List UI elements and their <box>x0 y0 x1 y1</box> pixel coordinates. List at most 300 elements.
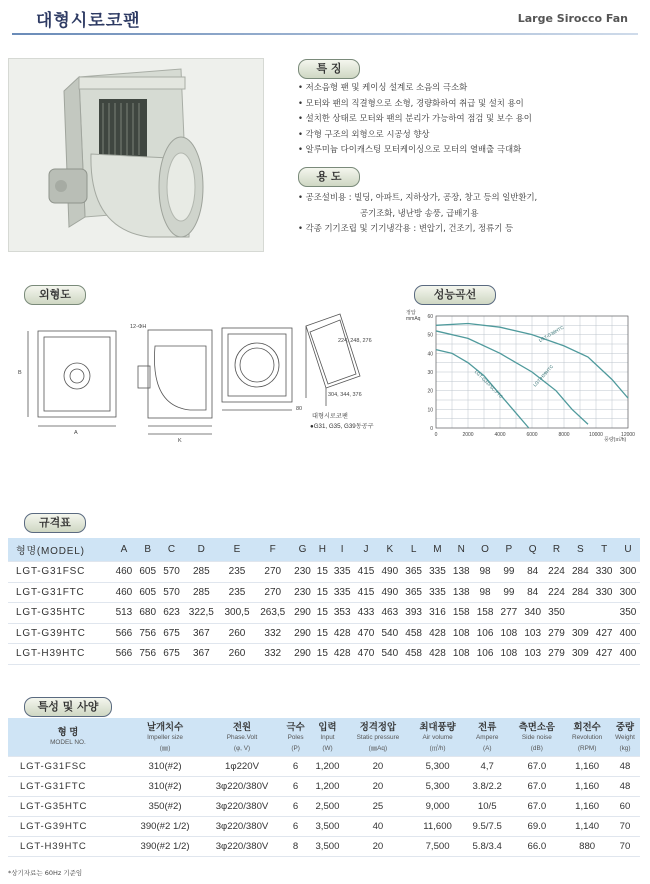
column-header <box>410 718 465 757</box>
table-cell: 20 <box>346 837 411 857</box>
table-cell: 570 <box>160 562 184 583</box>
table-cell: 490 <box>378 562 402 583</box>
table-cell: 566 <box>112 644 136 665</box>
table-cell: 316 <box>426 603 450 624</box>
table-cell: 433 <box>354 603 378 624</box>
table-cell: 277 <box>497 603 521 624</box>
table-cell: 138 <box>449 562 473 583</box>
features-list <box>298 80 643 158</box>
table-cell: 290 <box>291 603 315 624</box>
uses-text: 빌딩, 아파트, 지하상가, 공장, 창고 등의 일반환기, <box>354 192 538 202</box>
table-cell: 428 <box>330 644 354 665</box>
table-cell: 103 <box>521 644 545 665</box>
table-row <box>8 757 640 777</box>
column-header <box>610 718 640 757</box>
table-cell: 3.8/2.2 <box>465 777 509 797</box>
product-photo <box>8 58 264 252</box>
column-header: N <box>449 538 473 562</box>
table-cell: 427 <box>592 644 616 665</box>
table-cell: 675 <box>160 623 184 644</box>
y-tick-label: 0 <box>430 426 433 432</box>
page-title: 대형시로코팬 <box>36 11 141 31</box>
column-header-sub: Side noise <box>521 733 552 741</box>
series-label: LGT-H39HTC <box>532 363 555 388</box>
column-header <box>202 718 282 757</box>
dim-note: 80 <box>296 406 303 412</box>
table-cell: 230 <box>291 582 315 603</box>
table-cell: 605 <box>136 582 160 603</box>
column-header-main: 최대풍량 <box>419 720 456 732</box>
column-header: U <box>616 538 640 562</box>
table-cell: 756 <box>136 644 160 665</box>
column-header <box>509 718 564 757</box>
spec-table-label: 규격표 <box>24 513 86 533</box>
table-cell: 290 <box>291 623 315 644</box>
column-header-main: 정격정압 <box>359 720 397 732</box>
model-cell: LGT-G31FSC <box>8 757 128 777</box>
x-tick-label: 4000 <box>494 432 506 438</box>
sirocco-fan-image <box>9 59 263 251</box>
table-row <box>8 644 640 665</box>
table-cell: 309 <box>568 623 592 644</box>
x-tick-label: 2000 <box>462 432 474 438</box>
table-cell: 230 <box>291 562 315 583</box>
table-cell: 3φ220/380V <box>202 797 282 817</box>
uses-text: 각종 기기조립 및 기기냉각용 : 변압기, 건조기, 정류기 등 <box>305 223 514 233</box>
table-cell: 393 <box>402 603 426 624</box>
table-cell: 6 <box>282 757 309 777</box>
column-header <box>346 718 411 757</box>
table-cell: 566 <box>112 623 136 644</box>
table-cell: 3φ220/380V <box>202 837 282 857</box>
table-cell: 3φ220/380V <box>202 777 282 797</box>
table-cell: 103 <box>521 623 545 644</box>
column-unit: (RPM) <box>577 744 597 752</box>
perf-table-label: 특성 및 사양 <box>24 697 112 717</box>
outline-drawing <box>10 306 395 456</box>
table-cell: 263,5 <box>255 603 291 624</box>
table-cell: 460 <box>112 562 136 583</box>
model-cell: LGT-G35HTC <box>8 603 112 624</box>
table-cell: 540 <box>378 644 402 665</box>
table-cell: 98 <box>473 562 497 583</box>
table-cell: 106 <box>473 623 497 644</box>
model-cell: LGT-G31FTC <box>8 777 128 797</box>
table-cell: 15 <box>314 623 330 644</box>
table-cell: 3φ220/380V <box>202 817 282 837</box>
table-cell: 1,160 <box>564 777 610 797</box>
column-header: T <box>592 538 616 562</box>
list-item: • 모터와 팬의 직결형으로 소형, 경량화하여 취급 및 설치 용이 <box>298 96 643 112</box>
x-tick-label: 10000 <box>589 432 603 438</box>
table-cell: 158 <box>449 603 473 624</box>
table-cell: 310(#2) <box>128 777 202 797</box>
column-header-main: 측면소음 <box>518 720 555 732</box>
table-cell: 300,5 <box>219 603 255 624</box>
model-cell: LGT-H39HTC <box>8 644 112 665</box>
table-cell: 350 <box>545 603 569 624</box>
header-divider <box>12 33 638 35</box>
table-cell: 880 <box>564 837 610 857</box>
table-cell: 284 <box>568 562 592 583</box>
model-cell: LGT-G39HTC <box>8 623 112 644</box>
y-tick-label: 40 <box>427 351 433 358</box>
table-cell: 6 <box>282 777 309 797</box>
table-row <box>8 603 640 624</box>
y-unit-label: 정압 <box>406 310 416 316</box>
table-cell <box>592 603 616 624</box>
table-cell: 353 <box>330 603 354 624</box>
table-cell: 350 <box>616 603 640 624</box>
column-header: G <box>291 538 315 562</box>
table-cell: 470 <box>354 623 378 644</box>
table-cell: 99 <box>497 582 521 603</box>
table-cell: 513 <box>112 603 136 624</box>
performance-curve-chart <box>404 306 644 456</box>
table-cell: 138 <box>449 582 473 603</box>
table-cell: 270 <box>255 582 291 603</box>
table-cell: 8 <box>282 837 309 857</box>
table-cell: 1,200 <box>309 777 345 797</box>
uses-row <box>298 206 643 222</box>
table-cell: 108 <box>497 623 521 644</box>
table-cell: 84 <box>521 562 545 583</box>
curve-label: 성능곡선 <box>414 285 496 305</box>
features-label: 특 징 <box>298 59 360 79</box>
column-header-sub: MODEL NO. <box>50 739 86 746</box>
dim-note: 12-ΦH <box>130 324 147 330</box>
column-header-sub: Revolution <box>572 733 603 741</box>
table-cell: 427 <box>592 623 616 644</box>
uses-label: 용 도 <box>298 167 360 187</box>
table-cell: 570 <box>160 582 184 603</box>
table-cell: 224 <box>545 582 569 603</box>
table-cell: 260 <box>219 644 255 665</box>
table-cell: 69.0 <box>509 817 564 837</box>
y-tick-label: 30 <box>427 370 433 376</box>
table-cell: 680 <box>136 603 160 624</box>
y-tick-label: 50 <box>427 332 433 339</box>
column-header: H <box>314 538 330 562</box>
table-row <box>8 582 640 603</box>
column-header: K <box>378 538 402 562</box>
uses-row: • 공조설비용 : 빌딩, 아파트, 지하상가, 공장, 창고 등의 일반환기, <box>298 192 538 202</box>
model-cell: LGT-H39HTC <box>8 837 128 857</box>
table-cell: 350(#2) <box>128 797 202 817</box>
column-header-sub: Ampere <box>476 733 499 741</box>
column-header-main: 전원 <box>232 720 252 732</box>
dim-note: 304, 344, 376 <box>328 392 362 398</box>
table-cell: 335 <box>330 562 354 583</box>
table-cell: 300 <box>616 582 640 603</box>
table-cell: 15 <box>314 582 330 603</box>
column-header: R <box>545 538 569 562</box>
column-unit: (㎥/h) <box>429 744 446 752</box>
table-row <box>8 623 640 644</box>
table-cell: 367 <box>183 644 219 665</box>
column-header: L <box>402 538 426 562</box>
table-cell: 11,600 <box>410 817 465 837</box>
table-cell: 340 <box>521 603 545 624</box>
column-unit: (P) <box>291 744 300 752</box>
column-header <box>465 718 509 757</box>
table-cell: 25 <box>346 797 411 817</box>
table-cell: 20 <box>346 757 411 777</box>
table-cell: 48 <box>610 757 640 777</box>
table-cell: 158 <box>473 603 497 624</box>
page-subtitle: Large Sirocco Fan <box>517 12 628 25</box>
table-cell: 15 <box>314 644 330 665</box>
table-cell: 284 <box>568 582 592 603</box>
table-row <box>8 837 640 857</box>
table-cell: 108 <box>449 644 473 665</box>
column-header-sub: Poles <box>287 733 304 741</box>
table-cell: 1,160 <box>564 757 610 777</box>
column-header <box>8 718 128 757</box>
table-cell: 332 <box>255 623 291 644</box>
table-cell: 5,300 <box>410 777 465 797</box>
column-unit: (㎜) <box>159 744 171 752</box>
table-cell: 70 <box>610 837 640 857</box>
table-cell: 98 <box>473 582 497 603</box>
table-cell: 460 <box>112 582 136 603</box>
column-header-main: 중량 <box>615 720 635 732</box>
table-cell: 2,500 <box>309 797 345 817</box>
table-cell: 623 <box>160 603 184 624</box>
table-cell: 15 <box>314 603 330 624</box>
table-header-row <box>8 538 640 562</box>
table-cell: 365 <box>402 582 426 603</box>
outline-caption: 대형시로코팬 <box>312 413 348 420</box>
column-header-model: 형명(MODEL) <box>8 538 112 562</box>
x-tick-label: 12000 <box>621 432 635 438</box>
table-cell: 5,300 <box>410 757 465 777</box>
column-header: F <box>255 538 291 562</box>
column-header <box>564 718 610 757</box>
outline-caption: ●G31, G35, G39동공구 <box>310 423 374 430</box>
table-cell: 48 <box>610 777 640 797</box>
series-line <box>436 331 588 424</box>
table-cell: 106 <box>473 644 497 665</box>
dim-letter: K <box>178 438 182 444</box>
outline-label: 외형도 <box>24 285 86 305</box>
column-header: E <box>219 538 255 562</box>
dim-letter: B <box>18 370 22 376</box>
table-cell: 84 <box>521 582 545 603</box>
table-cell: 4,7 <box>465 757 509 777</box>
model-cell: LGT-G39HTC <box>8 817 128 837</box>
column-header: S <box>568 538 592 562</box>
perf-table <box>8 718 640 857</box>
table-cell: 1,140 <box>564 817 610 837</box>
column-unit: (φ, V) <box>233 744 251 752</box>
y-tick-label: 10 <box>427 407 433 414</box>
column-header: I <box>330 538 354 562</box>
table-cell: 322,5 <box>183 603 219 624</box>
table-cell: 428 <box>426 623 450 644</box>
column-header-main: 형 명 <box>57 726 79 737</box>
table-cell: 70 <box>610 817 640 837</box>
table-cell: 270 <box>255 562 291 583</box>
table-cell: 330 <box>592 582 616 603</box>
table-cell: 1,160 <box>564 797 610 817</box>
column-header: A <box>112 538 136 562</box>
column-header-sub: Air volume <box>422 733 453 741</box>
column-header-main: 회전수 <box>573 720 601 732</box>
table-cell: 756 <box>136 623 160 644</box>
table-cell: 10/5 <box>465 797 509 817</box>
series-label: LGT-G39HTC <box>538 324 565 343</box>
column-header: Q <box>521 538 545 562</box>
dim-letter: A <box>74 430 78 436</box>
column-unit: (W) <box>322 744 333 752</box>
table-cell: 3,500 <box>309 837 345 857</box>
table-cell: 309 <box>568 644 592 665</box>
table-cell: 400 <box>616 623 640 644</box>
table-cell: 390(#2 1/2) <box>128 837 202 857</box>
x-tick-label: 8000 <box>558 432 570 438</box>
column-header-main: 날개치수 <box>146 720 184 732</box>
list-item: • 각형 구조의 외형으로 시공성 향상 <box>298 127 643 143</box>
table-cell: 285 <box>183 582 219 603</box>
table-header-row <box>8 718 640 757</box>
uses-list <box>298 190 643 237</box>
uses-text: 공기조화, 냉난방 송풍, 급배기용 <box>360 207 479 218</box>
column-header-sub: Impeller size <box>147 733 183 741</box>
model-cell: LGT-G31FSC <box>8 562 112 583</box>
table-cell: 224 <box>545 562 569 583</box>
table-cell: 108 <box>497 644 521 665</box>
table-cell: 400 <box>616 644 640 665</box>
model-cell: LGT-G35HTC <box>8 797 128 817</box>
table-cell: 3,500 <box>309 817 345 837</box>
table-cell: 458 <box>402 644 426 665</box>
table-row <box>8 817 640 837</box>
column-header: O <box>473 538 497 562</box>
table-cell: 605 <box>136 562 160 583</box>
table-cell: 235 <box>219 562 255 583</box>
x-unit-label: 풍량(㎥/h) <box>604 437 627 443</box>
table-cell: 335 <box>426 582 450 603</box>
column-header <box>309 718 345 757</box>
spec-table <box>8 538 640 665</box>
table-cell: 60 <box>610 797 640 817</box>
table-cell: 335 <box>330 582 354 603</box>
column-unit: (dB) <box>530 744 543 752</box>
table-cell: 108 <box>449 623 473 644</box>
column-header: P <box>497 538 521 562</box>
table-cell: 285 <box>183 562 219 583</box>
table-cell: 415 <box>354 562 378 583</box>
y-tick-label: 60 <box>427 314 433 320</box>
table-cell: 67.0 <box>509 757 564 777</box>
column-header-sub: Input <box>320 733 335 741</box>
table-cell: 260 <box>219 623 255 644</box>
table-cell: 6 <box>282 817 309 837</box>
table-cell: 540 <box>378 623 402 644</box>
table-cell: 279 <box>545 644 569 665</box>
table-cell: 330 <box>592 562 616 583</box>
column-header-main: 극수 <box>286 720 305 732</box>
uses-row: • 각종 기기조립 및 기기냉각용 : 변압기, 건조기, 정류기 등 <box>298 223 514 233</box>
footnote: *상기자료는 60Hz 기준임 <box>8 869 83 877</box>
table-row <box>8 777 640 797</box>
table-cell: 332 <box>255 644 291 665</box>
column-header-sub: Phase.Volt <box>226 733 258 741</box>
table-cell: 6 <box>282 797 309 817</box>
table-cell: 458 <box>402 623 426 644</box>
table-cell: 470 <box>354 644 378 665</box>
table-cell: 290 <box>291 644 315 665</box>
table-cell: 67.0 <box>509 797 564 817</box>
column-unit: (A) <box>482 744 492 752</box>
list-item: • 알루미늄 다이캐스팅 모터케이싱으로 모터의 열배출 극대화 <box>298 142 643 158</box>
table-cell: 9.5/7.5 <box>465 817 509 837</box>
table-cell: 235 <box>219 582 255 603</box>
table-cell: 428 <box>426 644 450 665</box>
table-cell: 428 <box>330 623 354 644</box>
table-cell: 1φ220V <box>202 757 282 777</box>
list-item: • 설치한 상태로 모터와 팬의 분리가 가능하여 점검 및 보수 용이 <box>298 111 643 127</box>
column-header <box>128 718 202 757</box>
column-header: J <box>354 538 378 562</box>
table-cell: 66.0 <box>509 837 564 857</box>
table-cell: 67.0 <box>509 777 564 797</box>
table-cell: 40 <box>346 817 411 837</box>
table-cell: 7,500 <box>410 837 465 857</box>
table-cell: 367 <box>183 623 219 644</box>
table-cell: 15 <box>314 562 330 583</box>
column-header: D <box>183 538 219 562</box>
table-cell: 1,200 <box>309 757 345 777</box>
y-unit-label: mmAq <box>406 316 421 322</box>
table-cell: 490 <box>378 582 402 603</box>
x-tick-label: 6000 <box>526 432 538 438</box>
model-cell: LGT-G31FTC <box>8 582 112 603</box>
table-cell: 279 <box>545 623 569 644</box>
page-header <box>0 0 650 42</box>
table-cell: 5.8/3.4 <box>465 837 509 857</box>
table-cell: 300 <box>616 562 640 583</box>
dim-note: 224, 248, 276 <box>338 338 372 344</box>
table-cell: 365 <box>402 562 426 583</box>
column-unit: (kg) <box>619 744 631 752</box>
table-cell: 99 <box>497 562 521 583</box>
table-cell: 463 <box>378 603 402 624</box>
column-header-main: 입력 <box>318 720 337 732</box>
table-cell: 390(#2 1/2) <box>128 817 202 837</box>
column-header: B <box>136 538 160 562</box>
table-cell: 415 <box>354 582 378 603</box>
column-header-main: 전류 <box>478 720 497 732</box>
table-cell <box>568 603 592 624</box>
table-cell: 335 <box>426 562 450 583</box>
table-cell: 675 <box>160 644 184 665</box>
column-header: C <box>160 538 184 562</box>
table-row <box>8 562 640 583</box>
table-cell: 20 <box>346 777 411 797</box>
series-label: LGT-G31FSC,FTC <box>473 369 504 400</box>
table-row <box>8 797 640 817</box>
x-tick-label: 0 <box>434 432 438 438</box>
column-header: M <box>426 538 450 562</box>
table-cell: 9,000 <box>410 797 465 817</box>
uses-prefix: 공조설비용 : <box>305 192 352 202</box>
y-tick-label: 20 <box>427 388 433 395</box>
list-item: • 저소음형 팬 및 케이싱 설계로 소음의 극소화 <box>298 80 643 96</box>
table-cell: 310(#2) <box>128 757 202 777</box>
column-header-sub: Static pressure <box>356 733 400 741</box>
